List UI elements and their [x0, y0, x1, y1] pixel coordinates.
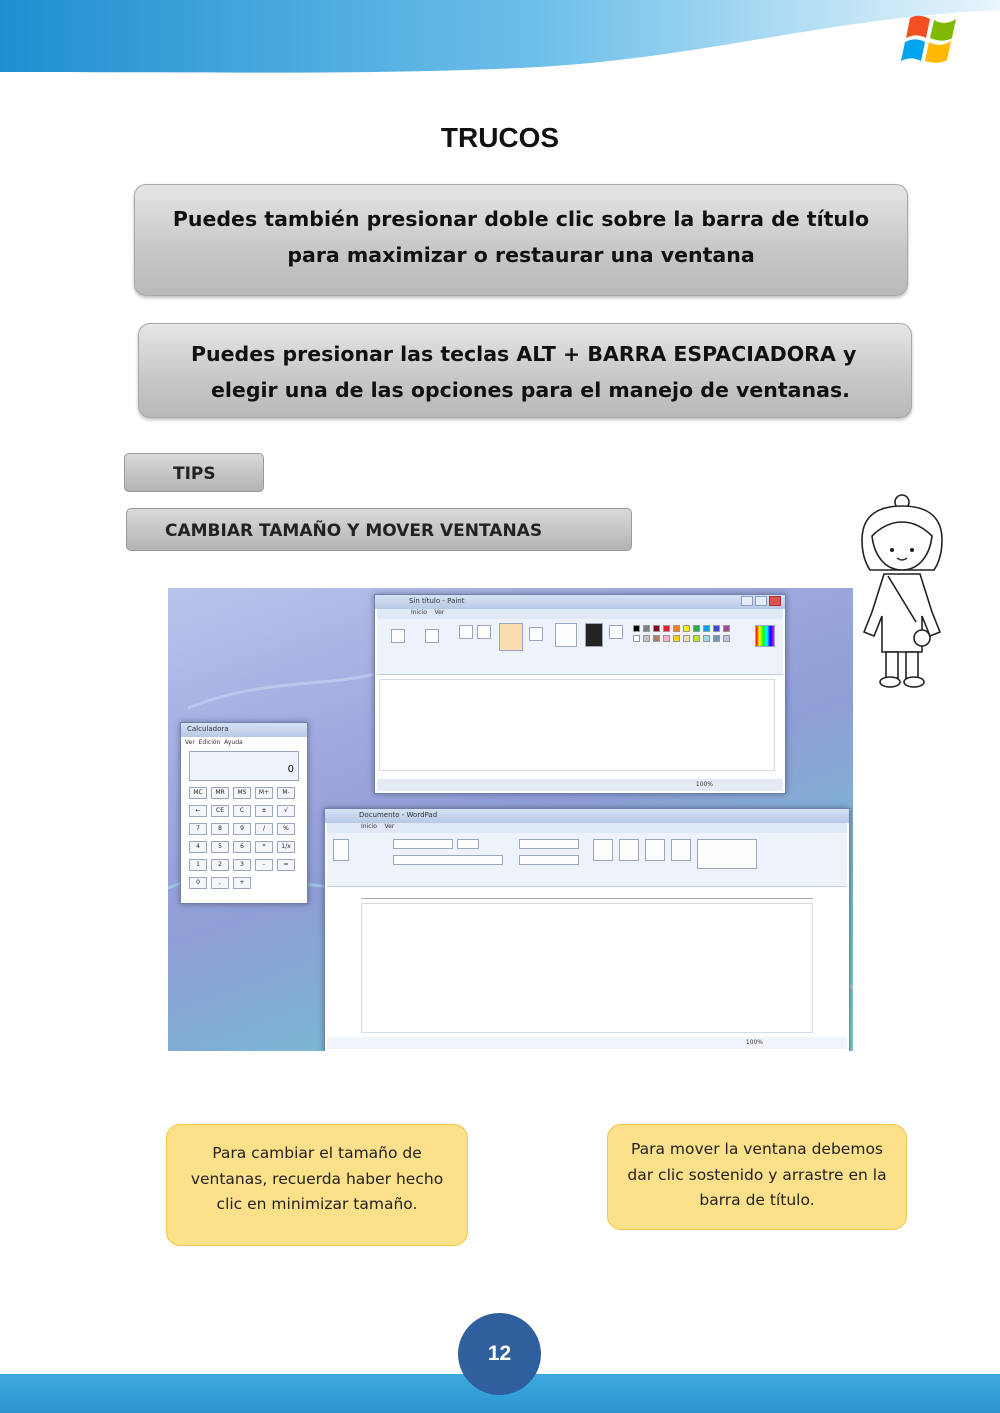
note-resize-line3: clic en minimizar tamaño.	[216, 1195, 418, 1213]
calc-key[interactable]: *	[255, 841, 273, 853]
calc-key[interactable]: MR	[211, 787, 229, 799]
wordpad-tabs	[327, 823, 847, 833]
calc-title: Calculadora	[187, 725, 229, 733]
ruler	[361, 891, 813, 899]
paste-icon[interactable]	[391, 629, 405, 643]
brush-icon[interactable]	[499, 623, 523, 651]
pencil-icon[interactable]	[459, 625, 473, 639]
wordpad-status-bar	[327, 1037, 847, 1049]
calc-key[interactable]: -	[255, 859, 273, 871]
tip1-line2: para maximizar o restaurar una ventana	[287, 243, 755, 267]
editing-group[interactable]	[697, 839, 757, 869]
calc-key[interactable]: 1/x	[277, 841, 295, 853]
paint-window[interactable]	[374, 594, 786, 794]
format-buttons[interactable]	[393, 855, 503, 865]
calc-key[interactable]: 4	[189, 841, 207, 853]
tip-alt-space	[138, 323, 912, 418]
image-icon[interactable]	[425, 629, 439, 643]
calc-key[interactable]: √	[277, 805, 295, 817]
section-label: CAMBIAR TAMAÑO Y MOVER VENTANAS	[126, 508, 632, 551]
calc-key[interactable]: 0	[189, 877, 207, 889]
calc-menu	[185, 739, 243, 746]
calc-key[interactable]: M+	[255, 787, 273, 799]
tip2-line2: elegir una de las opciones para el manejo de ventanas.	[211, 378, 850, 402]
note-move	[607, 1124, 907, 1230]
font-size-select[interactable]	[457, 839, 479, 849]
tip1-line1: Puedes también presionar doble clic sobre la barra de título	[172, 207, 870, 231]
tip2-line1: Puedes presionar las teclas ALT + BARRA ESPACIADORA y	[191, 342, 857, 366]
note-resize	[166, 1124, 468, 1246]
wordpad-tab-home[interactable]: Inicio	[361, 823, 377, 830]
note-move-line1: Para mover la ventana debemos	[630, 1140, 884, 1158]
wordpad-title: Documento - WordPad	[359, 811, 438, 819]
calc-key[interactable]: 1	[189, 859, 207, 871]
font-family-select[interactable]	[393, 839, 453, 849]
calc-key[interactable]: 9	[233, 823, 251, 835]
tip-double-click	[134, 184, 908, 296]
paint-title: Sin título - Paint	[409, 597, 465, 605]
calc-key[interactable]: =	[277, 859, 295, 871]
page-title: TRUCOS	[440, 122, 560, 153]
paint-tab-view[interactable]: Ver	[434, 609, 445, 616]
close-icon[interactable]	[769, 596, 781, 606]
paste-icon[interactable]	[333, 839, 349, 861]
top-banner	[0, 0, 1000, 75]
picture-icon[interactable]	[593, 839, 613, 861]
paint-status-bar	[377, 779, 783, 791]
calc-key[interactable]: ±	[255, 805, 273, 817]
color1-icon[interactable]	[585, 623, 603, 647]
girl-illustration-icon	[852, 492, 952, 698]
wordpad-ribbon	[327, 833, 847, 887]
calc-key[interactable]: C	[233, 805, 251, 817]
calc-key[interactable]: MC	[189, 787, 207, 799]
calc-menu-edit[interactable]: Edición	[198, 739, 221, 746]
page-number: 12	[458, 1313, 541, 1395]
calc-key[interactable]: +	[233, 877, 251, 889]
calc-key[interactable]: CE	[211, 805, 229, 817]
wordpad-window[interactable]	[324, 808, 850, 1051]
calc-key[interactable]: /	[255, 823, 273, 835]
calc-key[interactable]: 2	[211, 859, 229, 871]
paint-ribbon	[377, 619, 783, 675]
windows-screenshot	[168, 588, 853, 1051]
color2-icon[interactable]	[609, 625, 623, 639]
calc-menu-help[interactable]: Ayuda	[224, 739, 243, 746]
paragraph-buttons[interactable]	[519, 839, 579, 849]
wordpad-zoom: 100%	[745, 1039, 763, 1046]
edit-colors-icon[interactable]	[755, 625, 775, 647]
wordpad-tab-view[interactable]: Ver	[384, 823, 395, 830]
minimize-icon[interactable]	[741, 596, 753, 606]
tips-label: TIPS	[124, 453, 264, 492]
paint-tab-home[interactable]: Inicio	[411, 609, 427, 616]
calc-key[interactable]: 5	[211, 841, 229, 853]
calc-key[interactable]: ,	[211, 877, 229, 889]
calc-key[interactable]: 3	[233, 859, 251, 871]
size-icon[interactable]	[555, 623, 577, 647]
calc-key[interactable]: 6	[233, 841, 251, 853]
calculator-window[interactable]	[180, 722, 308, 904]
align-buttons[interactable]	[519, 855, 579, 865]
calc-key[interactable]: 8	[211, 823, 229, 835]
insert-object-icon[interactable]	[671, 839, 691, 861]
paint-zoom: 100%	[695, 781, 713, 788]
calc-key[interactable]: %	[277, 823, 295, 835]
maximize-icon[interactable]	[755, 596, 767, 606]
wordpad-title-bar[interactable]	[325, 809, 849, 823]
note-move-line2: dar clic sostenido y arrastre en la	[627, 1165, 887, 1184]
shapes-icon[interactable]	[529, 627, 543, 641]
paint-title-bar[interactable]	[375, 595, 785, 609]
note-move-line3: barra de título.	[699, 1191, 815, 1209]
paint-canvas[interactable]	[379, 679, 775, 771]
calc-key[interactable]: 7	[189, 823, 207, 835]
paint-drawing-icon[interactable]	[619, 839, 639, 861]
windows-logo-icon	[896, 10, 968, 72]
calc-display: 0	[189, 751, 299, 781]
calc-menu-view[interactable]: Ver	[185, 739, 195, 746]
calc-key[interactable]: M-	[277, 787, 295, 799]
paint-tabs	[377, 609, 783, 619]
calc-key[interactable]: ←	[189, 805, 207, 817]
wordpad-document[interactable]	[361, 903, 813, 1033]
banner-wave	[0, 0, 1000, 75]
calc-key[interactable]: MS	[233, 787, 251, 799]
fill-icon[interactable]	[477, 625, 491, 639]
note-resize-line2: ventanas, recuerda haber hecho	[190, 1169, 444, 1188]
calc-title-bar[interactable]	[181, 723, 307, 737]
datetime-icon[interactable]	[645, 839, 665, 861]
note-resize-line1: Para cambiar el tamaño de	[212, 1144, 422, 1162]
